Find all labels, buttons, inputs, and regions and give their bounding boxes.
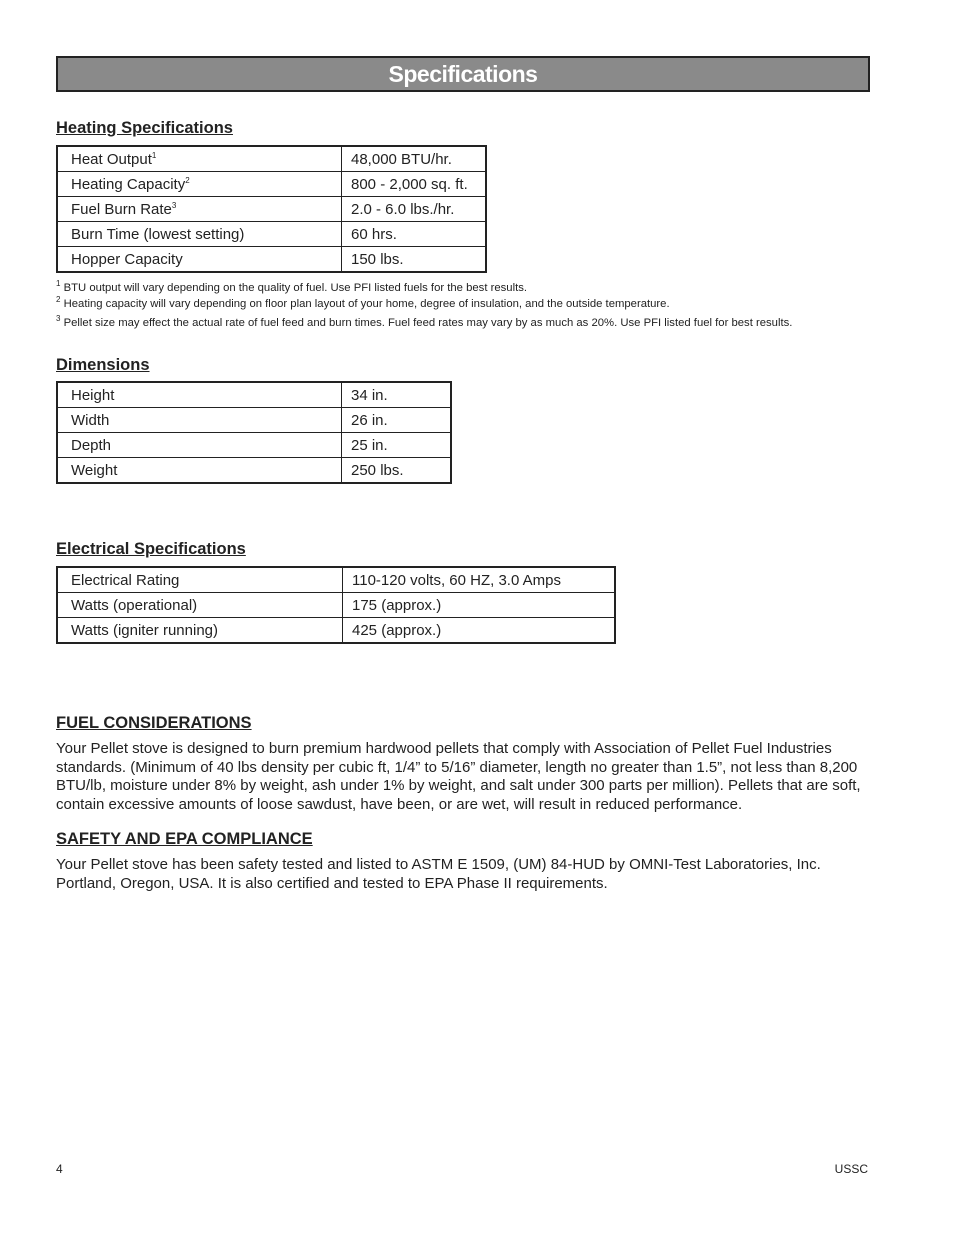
row-label: Hopper Capacity <box>57 247 342 273</box>
row-value: 800 - 2,000 sq. ft. <box>342 172 487 197</box>
row-value: 175 (approx.) <box>343 593 616 618</box>
row-label: Heating Capacity$^2$ <box>57 172 342 197</box>
safety-heading: SAFETY AND EPA COMPLIANCE <box>56 830 313 848</box>
table-row <box>57 567 615 593</box>
row-value: 25 in. <box>342 433 452 458</box>
table-row <box>57 146 486 172</box>
table-row <box>57 458 451 484</box>
table-row <box>57 222 486 247</box>
table-row <box>57 618 615 644</box>
footer-brand: USSC <box>834 1162 868 1176</box>
row-label: Heat Output$^1$ <box>57 146 342 172</box>
page-title: Specifications <box>388 60 538 87</box>
row-label: Fuel Burn Rate$^3$ <box>57 197 342 222</box>
row-value: 26 in. <box>342 408 452 433</box>
dimensions-heading: Dimensions <box>56 356 150 374</box>
fuel-body: Your Pellet stove is designed to burn premium hardwood pellets that comply with Association of Pellet Fuel Industries standards. (Minimum of 40 lbs density per cubic ft, 1/4” to 5/16” diameter, length no greater than 1.5”, not less than 8,200 BTU/lb, moisture under 8% by weight, ash under 1% by weight, and salt under 300 parts per million). Pellets that are soft, contain excessive amounts of loose sawdust, have been, or are wet, will result in reduced performance. <box>56 740 861 813</box>
row-value: 60 hrs. <box>342 222 487 247</box>
footnote: $^1$ BTU output will vary depending on the quality of fuel. Use PFI listed fuels for the best results. <box>56 279 528 294</box>
row-label: Width <box>57 408 342 433</box>
table-row <box>57 172 486 197</box>
row-value: 250 lbs. <box>342 458 452 484</box>
electrical-heading: Electrical Specifications <box>56 540 246 558</box>
row-label: Watts (igniter running) <box>57 618 343 644</box>
table-row <box>57 197 486 222</box>
heating-heading: Heating Specifications <box>56 119 233 137</box>
footnote: $^3$ Pellet size may effect the actual rate of fuel feed and burn times. Fuel feed rates may vary by as much as 20%. Use PFI listed fuel for best results. <box>56 314 793 329</box>
row-label: Electrical Rating <box>57 567 343 593</box>
row-value: 48,000 BTU/hr. <box>342 146 487 172</box>
row-label: Watts (operational) <box>57 593 343 618</box>
heating-table <box>56 145 487 273</box>
dimensions-table <box>56 381 452 484</box>
electrical-table <box>56 566 616 644</box>
table-row <box>57 593 615 618</box>
table-row <box>57 382 451 408</box>
row-label: Weight <box>57 458 342 484</box>
heating-footnotes <box>56 279 793 334</box>
row-value: 150 lbs. <box>342 247 487 273</box>
page-number: 4 <box>56 1162 63 1176</box>
row-label: Burn Time (lowest setting) <box>57 222 342 247</box>
safety-body: Your Pellet stove has been safety tested and listed to ASTM E 1509, (UM) 84-HUD by OMNI-Test Laboratories, Inc. Portland, Oregon, USA. It is also certified and tested to EPA Phase II requirements. <box>56 856 821 892</box>
title-banner <box>56 56 870 92</box>
table-row <box>57 247 486 273</box>
row-value: 34 in. <box>342 382 452 408</box>
table-row <box>57 433 451 458</box>
row-value: 110-120 volts, 60 HZ, 3.0 Amps <box>343 567 616 593</box>
fuel-heading: FUEL CONSIDERATIONS <box>56 714 252 732</box>
table-row <box>57 408 451 433</box>
row-value: 425 (approx.) <box>343 618 616 644</box>
row-label: Height <box>57 382 342 408</box>
footnote: $^2$ Heating capacity will vary depending on floor plan layout of your home, degree of insulation, and the outside temperature. <box>56 295 670 310</box>
row-label: Depth <box>57 433 342 458</box>
row-value: 2.0 - 6.0 lbs./hr. <box>342 197 487 222</box>
